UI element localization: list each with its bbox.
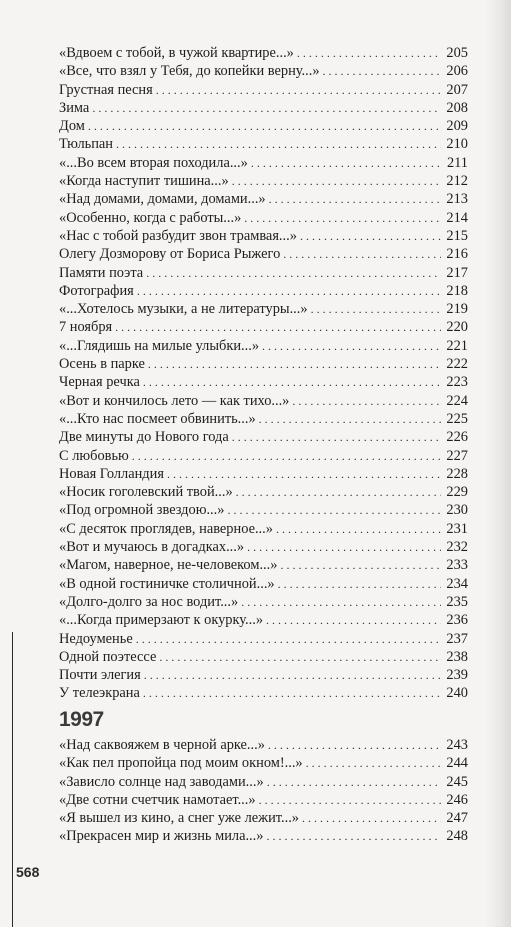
toc-entry-title: Памяти поэта: [59, 264, 144, 281]
toc-entry: [59, 648, 468, 666]
toc-entry-title: «Нас с тобой разбудит звон трамвая...»: [59, 227, 297, 244]
toc-entry-page: 243: [446, 737, 468, 753]
dot-leader: [323, 62, 441, 80]
dot-leader: [276, 520, 441, 538]
dot-leader: [137, 282, 441, 300]
table-of-contents: [59, 44, 468, 703]
dot-leader: [280, 556, 441, 574]
dot-leader: [278, 575, 441, 593]
toc-entry: [59, 190, 468, 208]
toc-entry-page: 226: [446, 429, 468, 446]
toc-entry-page: 220: [446, 319, 468, 336]
toc-entry-title: С любовью: [59, 447, 129, 464]
toc-entry-page: 210: [446, 136, 468, 153]
toc-entry-title: «Долго-долго за нос водит...»: [59, 593, 239, 610]
toc-entry: [59, 154, 468, 172]
margin-rule: [12, 632, 13, 927]
toc-entry: [59, 520, 468, 538]
toc-entry-page: 209: [446, 118, 468, 135]
toc-entry-title: «Все, что взял у Тебя, до копейки верну...»: [59, 63, 320, 80]
dot-leader: [116, 135, 441, 153]
toc-entry: [59, 575, 468, 593]
toc-entry-page: 238: [446, 648, 468, 665]
toc-entry-title: Зима: [59, 99, 90, 116]
toc-entry: [59, 227, 468, 245]
toc-entry-title: Две минуты до Нового года: [59, 429, 229, 446]
dot-leader: [143, 373, 441, 391]
toc-entry-title: Почти элегия: [59, 667, 141, 684]
page-edge-shadow: [485, 0, 511, 927]
page-number: 568: [16, 864, 40, 880]
toc-entry-title: «Вдвоем с тобой, в чужой квартире...»: [59, 45, 294, 61]
dot-leader: [232, 172, 441, 190]
toc-entry-page: 244: [446, 755, 468, 772]
toc-entry: [59, 501, 468, 519]
toc-entry: [59, 465, 468, 483]
toc-entry: [59, 611, 468, 629]
toc-entry: [59, 428, 468, 446]
toc-entry-title: Осень в парке: [59, 356, 145, 373]
toc-entry-title: 7 ноября: [59, 319, 113, 336]
toc-entry-title: Олегу Дозморову от Бориса Рыжего: [59, 246, 281, 263]
toc-entry-title: У телеэкрана: [59, 685, 140, 702]
toc-entry: [59, 373, 468, 391]
toc-entry: [59, 684, 468, 702]
toc-entry-page: 222: [446, 356, 468, 373]
toc-entry-page: 218: [446, 282, 468, 299]
toc-entry: [59, 337, 468, 355]
toc-entry-page: 221: [446, 337, 468, 354]
toc-entry-title: «...Во всем вторая походила...»: [59, 154, 248, 171]
toc-entry: [59, 392, 468, 410]
toc-entry-title: «...Когда примерзают к окурку...»: [59, 612, 264, 629]
dot-leader: [115, 318, 441, 336]
toc-entry-page: 227: [446, 447, 468, 464]
dot-leader: [244, 209, 441, 227]
toc-entry: [59, 135, 468, 153]
toc-entry-page: 239: [446, 667, 468, 684]
toc-entry-title: «Над саквояжем в черной арке...»: [59, 737, 265, 753]
toc-entry: [59, 62, 468, 80]
toc-entry-page: 233: [446, 557, 468, 574]
dot-leader: [232, 428, 441, 446]
toc-entry-page: 224: [446, 392, 468, 409]
dot-leader: [311, 300, 441, 318]
toc-entry-title: Черная речка: [59, 374, 140, 391]
toc-list-secondary: [59, 736, 468, 846]
toc-entry: [59, 666, 468, 684]
toc-entry-page: 228: [446, 465, 468, 482]
dot-leader: [159, 648, 441, 666]
toc-entry-page: 206: [446, 63, 468, 80]
dot-leader: [236, 483, 441, 501]
toc-entry: [59, 318, 468, 336]
dot-leader: [268, 736, 441, 754]
toc-entry: [59, 791, 468, 809]
dot-leader: [144, 666, 441, 684]
dot-leader: [292, 392, 441, 410]
toc-entry-title: Одной поэтессе: [59, 648, 157, 665]
toc-entry-title: «Вот и кончилось лето — как тихо...»: [59, 392, 290, 409]
toc-entry: [59, 754, 468, 772]
dot-leader: [247, 538, 441, 556]
toc-entry: [59, 483, 468, 501]
toc-entry-title: Недоуменье: [59, 630, 133, 647]
toc-entry-title: «Магом, наверное, не-человеком...»: [59, 557, 278, 574]
toc-entry-title: Фотография: [59, 282, 134, 299]
toc-entry: [59, 300, 468, 318]
dot-leader: [262, 337, 441, 355]
toc-entry-page: 245: [446, 773, 468, 790]
toc-entry-page: 214: [446, 209, 468, 226]
toc-entry-title: Новая Голландия: [59, 465, 164, 482]
dot-leader: [132, 447, 441, 465]
toc-entry-page: 236: [446, 612, 468, 629]
toc-entry-page: 234: [446, 575, 468, 592]
dot-leader: [306, 754, 441, 772]
toc-entry: [59, 44, 468, 62]
dot-leader: [92, 99, 441, 117]
toc-entry-title: «Когда наступит тишина...»: [59, 173, 229, 190]
toc-entry-page: 207: [446, 81, 468, 98]
toc-entry-page: 248: [446, 828, 468, 845]
toc-entry-title: «Над домами, домами, домами...»: [59, 191, 266, 208]
toc-entry-title: «...Кто нас посмеет обвинить...»: [59, 410, 256, 427]
toc-entry-page: 240: [446, 685, 468, 702]
toc-entry-page: 219: [446, 301, 468, 318]
dot-leader: [297, 44, 441, 62]
toc-entry: [59, 172, 468, 190]
toc-entry-title: «Я вышел из кино, а снег уже лежит...»: [59, 810, 299, 827]
toc-entry-title: «В одной гостиничке столичной...»: [59, 575, 275, 592]
toc-entry-title: Дом: [59, 118, 85, 135]
toc-entry-page: 232: [446, 539, 468, 556]
dot-leader: [269, 190, 441, 208]
dot-leader: [241, 593, 441, 611]
toc-entry-page: 205: [446, 45, 468, 61]
dot-leader: [283, 245, 441, 263]
dot-leader: [251, 154, 441, 172]
toc-entry: [59, 809, 468, 827]
toc-entry: [59, 245, 468, 263]
toc-entry: [59, 447, 468, 465]
dot-leader: [136, 630, 441, 648]
toc-entry: [59, 773, 468, 791]
toc-entry-page: 225: [446, 410, 468, 427]
toc-entry: [59, 282, 468, 300]
dot-leader: [259, 410, 441, 428]
toc-entry: [59, 81, 468, 99]
toc-entry-page: 211: [446, 154, 468, 171]
toc-list-primary: [59, 44, 468, 703]
toc-entry-title: «...Глядишь на милые улыбки...»: [59, 337, 260, 354]
toc-entry-page: 235: [446, 593, 468, 610]
toc-entry-page: 208: [446, 99, 468, 116]
toc-entry-title: «Прекрасен мир и жизнь мила...»: [59, 828, 264, 845]
toc-entry: [59, 117, 468, 135]
toc-entry: [59, 538, 468, 556]
toc-entry-page: 213: [446, 191, 468, 208]
toc-entry: [59, 556, 468, 574]
toc-entry-page: 246: [446, 791, 468, 808]
toc-entry-page: 212: [446, 173, 468, 190]
toc-entry: [59, 355, 468, 373]
toc-entry: [59, 593, 468, 611]
toc-entry-page: 231: [446, 520, 468, 537]
toc-entry: [59, 264, 468, 282]
toc-entry-page: 215: [446, 227, 468, 244]
toc-entry: [59, 410, 468, 428]
toc-entry-page: 229: [446, 484, 468, 501]
toc-entry-title: «Под огромной звездою...»: [59, 502, 225, 519]
toc-entry-page: 237: [446, 630, 468, 647]
toc-entry: [59, 736, 468, 754]
toc-entry-title: «Зависло солнце над заводами...»: [59, 773, 264, 790]
dot-leader: [227, 501, 441, 519]
toc-entry-page: 247: [446, 810, 468, 827]
toc-entry-page: 230: [446, 502, 468, 519]
toc-entry-title: «Две сотни счетчик намотает...»: [59, 791, 256, 808]
toc-entry-title: «...Хотелось музыки, а не литературы...»: [59, 301, 308, 318]
dot-leader: [146, 264, 441, 282]
toc-entry-title: «С десяток проглядев, наверное...»: [59, 520, 273, 537]
dot-leader: [167, 465, 441, 483]
toc-entry-title: «Вот и мучаюсь в догадках...»: [59, 539, 245, 556]
toc-entry-title: Грустная песня: [59, 81, 153, 98]
dot-leader: [302, 809, 441, 827]
toc-entry: [59, 630, 468, 648]
toc-entry: [59, 99, 468, 117]
dot-leader: [266, 827, 441, 845]
toc-entry-page: 217: [446, 264, 468, 281]
dot-leader: [156, 81, 441, 99]
dot-leader: [267, 773, 441, 791]
toc-entry-page: 216: [446, 246, 468, 263]
toc-entry: [59, 209, 468, 227]
dot-leader: [148, 355, 441, 373]
dot-leader: [300, 227, 441, 245]
toc-entry-title: «Носик гоголевский твой...»: [59, 484, 233, 501]
toc-entry-title: Тюльпан: [59, 136, 113, 153]
toc-entry-title: «Как пел пропойца под моим окном!...»: [59, 755, 303, 772]
toc-entry-title: «Особенно, когда с работы...»: [59, 209, 242, 226]
toc-entry: [59, 827, 468, 845]
dot-leader: [266, 611, 441, 629]
dot-leader: [88, 117, 441, 135]
dot-leader: [143, 684, 441, 702]
dot-leader: [259, 791, 441, 809]
section-heading-year: 1997: [59, 708, 104, 731]
toc-entry-page: 223: [446, 374, 468, 391]
table-of-contents-1997: [59, 736, 468, 846]
